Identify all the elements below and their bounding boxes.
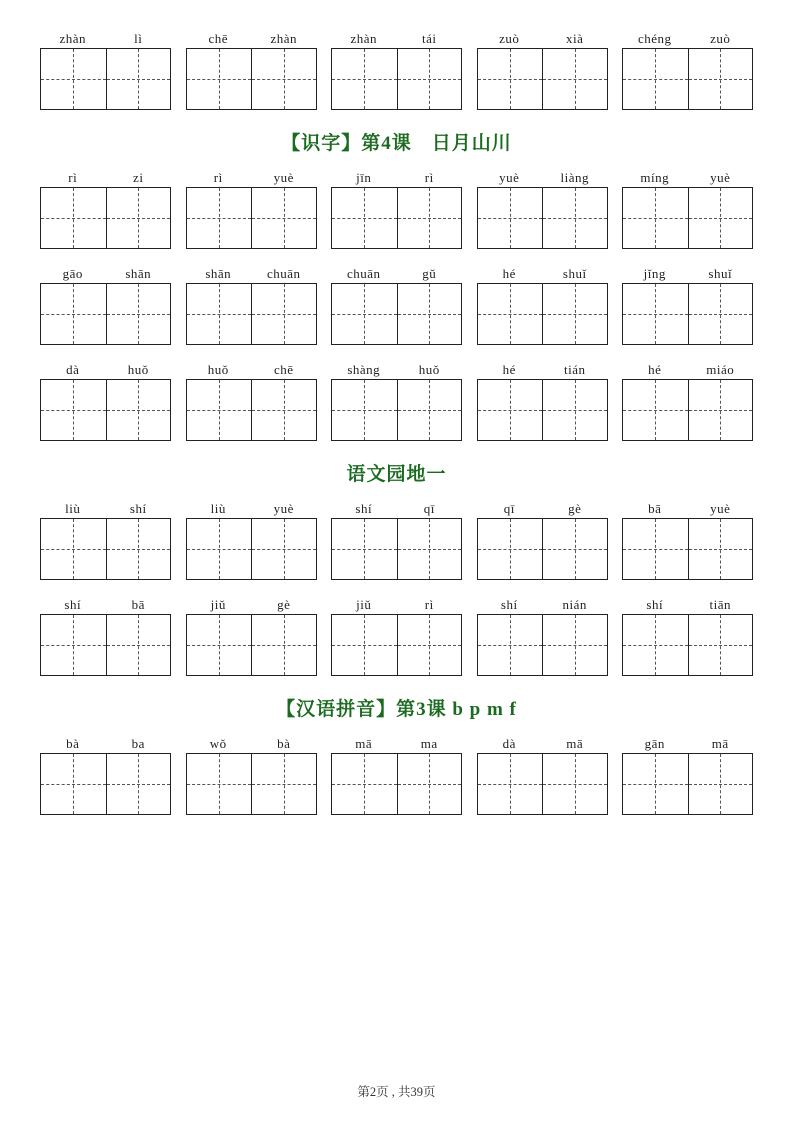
word-row: [40, 30, 753, 110]
pinyin-label: shí: [646, 597, 664, 612]
section-title-garden-1: 语文园地一: [346, 464, 447, 485]
pinyin-label: bā: [648, 501, 662, 516]
tianzige-pair[interactable]: [331, 48, 462, 110]
pinyin-line: [40, 265, 171, 283]
pinyin-line: [186, 500, 317, 518]
word-cell-group: [622, 596, 753, 676]
pinyin-label: yuè: [273, 501, 294, 516]
pinyin-label: bā: [131, 597, 145, 612]
tianzige-pair[interactable]: [622, 379, 753, 441]
word-cell-group: [331, 361, 462, 441]
pinyin-label: rì: [68, 170, 78, 185]
word-cell-group: [186, 735, 317, 815]
tianzige-box[interactable]: [542, 188, 607, 248]
tianzige-box[interactable]: [623, 615, 688, 675]
pinyin-label: gān: [644, 736, 665, 751]
pinyin-label: rì: [424, 170, 434, 185]
tianzige-pair[interactable]: [331, 283, 462, 345]
tianzige-pair[interactable]: [186, 614, 317, 676]
tianzige-box[interactable]: [41, 188, 106, 248]
tianzige-box[interactable]: [187, 519, 252, 579]
tianzige-pair[interactable]: [40, 48, 171, 110]
tianzige-box[interactable]: [106, 754, 171, 814]
pinyin-line: [331, 500, 462, 518]
pinyin-label: chē: [273, 362, 294, 377]
word-cell-group: [40, 169, 171, 249]
pinyin-line: [40, 361, 171, 379]
word-cell-group: [622, 30, 753, 110]
tianzige-pair[interactable]: [40, 187, 171, 249]
section-garden-1: [40, 500, 753, 676]
tianzige-box[interactable]: [478, 380, 543, 440]
pinyin-label: liù: [65, 501, 81, 516]
pinyin-label: bà: [66, 736, 80, 751]
pinyin-label: shí: [129, 501, 147, 516]
pinyin-label: mā: [355, 736, 373, 751]
pinyin-line: [331, 169, 462, 187]
pinyin-label: jiǔ: [356, 597, 372, 612]
pinyin-label: hé: [502, 266, 516, 281]
tianzige-pair[interactable]: [186, 518, 317, 580]
tianzige-pair[interactable]: [186, 187, 317, 249]
tianzige-box[interactable]: [688, 519, 753, 579]
word-cell-group: [622, 361, 753, 441]
tianzige-box[interactable]: [397, 754, 462, 814]
tianzige-box[interactable]: [187, 49, 252, 109]
pinyin-label: mā: [711, 736, 729, 751]
pinyin-label: yuè: [273, 170, 294, 185]
pinyin-label: qī: [423, 501, 435, 516]
pinyin-label: ba: [131, 736, 145, 751]
word-cell-group: [186, 500, 317, 580]
pinyin-line: [622, 361, 753, 379]
tianzige-pair[interactable]: [40, 379, 171, 441]
pinyin-line: [477, 30, 608, 48]
tianzige-pair[interactable]: [477, 753, 608, 815]
pinyin-label: lì: [134, 31, 143, 46]
tianzige-box[interactable]: [41, 519, 106, 579]
tianzige-pair[interactable]: [331, 614, 462, 676]
tianzige-pair[interactable]: [40, 518, 171, 580]
pinyin-label: shàng: [347, 362, 381, 377]
word-cell-group: [331, 735, 462, 815]
tianzige-box[interactable]: [251, 519, 316, 579]
pinyin-line: [186, 735, 317, 753]
pinyin-label: bà: [277, 736, 291, 751]
tianzige-box[interactable]: [251, 380, 316, 440]
tianzige-box[interactable]: [397, 519, 462, 579]
pinyin-label: nián: [562, 597, 587, 612]
pinyin-line: [186, 30, 317, 48]
tianzige-box[interactable]: [106, 615, 171, 675]
pinyin-label: qī: [503, 501, 515, 516]
tianzige-box[interactable]: [542, 519, 607, 579]
pinyin-label: gè: [277, 597, 291, 612]
tianzige-box[interactable]: [623, 754, 688, 814]
pinyin-label: jiǔ: [210, 597, 226, 612]
tianzige-box[interactable]: [251, 49, 316, 109]
tianzige-box[interactable]: [41, 615, 106, 675]
tianzige-box[interactable]: [251, 615, 316, 675]
tianzige-box[interactable]: [106, 380, 171, 440]
pinyin-label: huǒ: [207, 362, 229, 377]
tianzige-box[interactable]: [106, 49, 171, 109]
pinyin-line: [477, 361, 608, 379]
tianzige-box[interactable]: [332, 615, 397, 675]
tianzige-pair[interactable]: [40, 283, 171, 345]
tianzige-box[interactable]: [397, 284, 462, 344]
pinyin-line: [40, 596, 171, 614]
tianzige-box[interactable]: [688, 284, 753, 344]
pinyin-label: hé: [648, 362, 662, 377]
pinyin-line: [622, 169, 753, 187]
pinyin-label: chē: [208, 31, 229, 46]
tianzige-box[interactable]: [397, 380, 462, 440]
tianzige-box[interactable]: [332, 49, 397, 109]
tianzige-box[interactable]: [478, 49, 543, 109]
pinyin-label: shí: [500, 597, 518, 612]
pinyin-label: jīn: [356, 170, 372, 185]
pinyin-label: liàng: [560, 170, 589, 185]
word-row: [40, 361, 753, 441]
word-cell-group: [186, 30, 317, 110]
tianzige-box[interactable]: [187, 284, 252, 344]
tianzige-pair[interactable]: [331, 518, 462, 580]
pinyin-line: [622, 265, 753, 283]
pinyin-line: [186, 361, 317, 379]
tianzige-box[interactable]: [187, 615, 252, 675]
pinyin-label: liù: [210, 501, 226, 516]
tianzige-box[interactable]: [332, 380, 397, 440]
tianzige-box[interactable]: [688, 615, 753, 675]
word-row: [40, 735, 753, 815]
tianzige-box[interactable]: [542, 615, 607, 675]
pinyin-label: yuè: [710, 501, 731, 516]
pinyin-label: chuān: [346, 266, 381, 281]
pinyin-line: [40, 30, 171, 48]
pinyin-line: [331, 265, 462, 283]
pinyin-label: rì: [424, 597, 434, 612]
section-pinyin-lesson-3: [40, 735, 753, 815]
tianzige-box[interactable]: [187, 380, 252, 440]
word-cell-group: [186, 361, 317, 441]
pinyin-label: tián: [564, 362, 586, 377]
tianzige-pair[interactable]: [622, 753, 753, 815]
pinyin-line: [331, 30, 462, 48]
word-row: [40, 596, 753, 676]
pinyin-label: zuò: [710, 31, 731, 46]
pinyin-line: [186, 169, 317, 187]
pinyin-label: shān: [205, 266, 232, 281]
tianzige-pair[interactable]: [331, 379, 462, 441]
pinyin-label: gāo: [62, 266, 83, 281]
tianzige-box[interactable]: [41, 49, 106, 109]
pinyin-label: gǔ: [422, 266, 437, 281]
pinyin-label: yuè: [499, 170, 520, 185]
word-cell-group: [186, 169, 317, 249]
pinyin-line: [186, 265, 317, 283]
tianzige-box[interactable]: [397, 615, 462, 675]
tianzige-box[interactable]: [41, 284, 106, 344]
word-cell-group: [40, 735, 171, 815]
pinyin-label: shí: [355, 501, 373, 516]
pinyin-label: yuè: [710, 170, 731, 185]
pinyin-label: rì: [213, 170, 223, 185]
word-cell-group: [40, 500, 171, 580]
tianzige-box[interactable]: [187, 754, 252, 814]
tianzige-box[interactable]: [623, 519, 688, 579]
tianzige-box[interactable]: [106, 519, 171, 579]
tianzige-box[interactable]: [332, 754, 397, 814]
tianzige-box[interactable]: [623, 188, 688, 248]
pinyin-line: [622, 596, 753, 614]
word-cell-group: [477, 30, 608, 110]
tianzige-pair[interactable]: [40, 614, 171, 676]
tianzige-box[interactable]: [41, 754, 106, 814]
tianzige-box[interactable]: [688, 49, 753, 109]
tianzige-box[interactable]: [106, 188, 171, 248]
tianzige-pair[interactable]: [477, 614, 608, 676]
word-cell-group: [40, 30, 171, 110]
tianzige-box[interactable]: [397, 188, 462, 248]
word-row: [40, 265, 753, 345]
word-cell-group: [40, 596, 171, 676]
pinyin-label: zhàn: [59, 31, 87, 46]
tianzige-box[interactable]: [688, 380, 753, 440]
pinyin-line: [331, 361, 462, 379]
tianzige-pair[interactable]: [40, 753, 171, 815]
word-cell-group: [477, 735, 608, 815]
tianzige-pair[interactable]: [622, 614, 753, 676]
tianzige-pair[interactable]: [622, 48, 753, 110]
pinyin-label: dà: [502, 736, 516, 751]
word-cell-group: [331, 500, 462, 580]
pinyin-line: [622, 500, 753, 518]
tianzige-pair[interactable]: [477, 283, 608, 345]
tianzige-box[interactable]: [251, 754, 316, 814]
pinyin-line: [331, 735, 462, 753]
tianzige-box[interactable]: [688, 188, 753, 248]
pinyin-line: [477, 596, 608, 614]
word-cell-group: [622, 500, 753, 580]
tianzige-box[interactable]: [106, 284, 171, 344]
tianzige-pair[interactable]: [186, 48, 317, 110]
pinyin-label: chéng: [637, 31, 672, 46]
pinyin-label: jǐng: [643, 266, 666, 281]
word-cell-group: [477, 169, 608, 249]
tianzige-box[interactable]: [542, 49, 607, 109]
tianzige-box[interactable]: [688, 754, 753, 814]
pinyin-label: tái: [422, 31, 437, 46]
pinyin-label: huǒ: [127, 362, 149, 377]
pinyin-line: [477, 735, 608, 753]
tianzige-box[interactable]: [542, 754, 607, 814]
pinyin-label: xià: [566, 31, 584, 46]
tianzige-box[interactable]: [623, 380, 688, 440]
tianzige-box[interactable]: [478, 754, 543, 814]
tianzige-pair[interactable]: [477, 187, 608, 249]
tianzige-box[interactable]: [187, 188, 252, 248]
tianzige-box[interactable]: [623, 284, 688, 344]
tianzige-box[interactable]: [41, 380, 106, 440]
tianzige-box[interactable]: [332, 188, 397, 248]
pinyin-label: hé: [502, 362, 516, 377]
pinyin-label: miáo: [706, 362, 735, 377]
worksheet-content: [40, 30, 753, 815]
pinyin-label: huǒ: [418, 362, 440, 377]
word-cell-group: [186, 596, 317, 676]
word-cell-group: [331, 265, 462, 345]
section-top-rows: [40, 30, 753, 110]
pinyin-label: shuǐ: [708, 266, 733, 281]
pinyin-label: tiān: [709, 597, 731, 612]
pinyin-line: [477, 169, 608, 187]
section-title-lesson-4: 【识字】第4课 日月山川: [281, 133, 512, 154]
tianzige-pair[interactable]: [331, 187, 462, 249]
tianzige-pair[interactable]: [477, 379, 608, 441]
pinyin-line: [477, 265, 608, 283]
word-cell-group: [622, 265, 753, 345]
tianzige-box[interactable]: [397, 49, 462, 109]
pinyin-label: shuǐ: [562, 266, 587, 281]
tianzige-box[interactable]: [332, 519, 397, 579]
pinyin-label: zhàn: [270, 31, 298, 46]
word-cell-group: [186, 265, 317, 345]
tianzige-box[interactable]: [478, 519, 543, 579]
pinyin-line: [622, 30, 753, 48]
pinyin-label: dà: [66, 362, 80, 377]
word-cell-group: [477, 265, 608, 345]
tianzige-pair[interactable]: [622, 187, 753, 249]
tianzige-box[interactable]: [251, 188, 316, 248]
pinyin-label: zi: [133, 170, 144, 185]
tianzige-box[interactable]: [478, 615, 543, 675]
word-row: [40, 500, 753, 580]
tianzige-pair[interactable]: [331, 753, 462, 815]
tianzige-pair[interactable]: [622, 518, 753, 580]
pinyin-line: [186, 596, 317, 614]
pinyin-line: [40, 735, 171, 753]
pinyin-line: [40, 500, 171, 518]
tianzige-box[interactable]: [623, 49, 688, 109]
word-cell-group: [331, 169, 462, 249]
pinyin-label: chuān: [266, 266, 301, 281]
pinyin-label: zhàn: [350, 31, 378, 46]
word-cell-group: [477, 361, 608, 441]
pinyin-label: shí: [64, 597, 82, 612]
tianzige-box[interactable]: [478, 284, 543, 344]
pinyin-line: [622, 735, 753, 753]
tianzige-pair[interactable]: [622, 283, 753, 345]
pinyin-label: míng: [640, 170, 670, 185]
pinyin-line: [40, 169, 171, 187]
pinyin-label: gè: [568, 501, 582, 516]
word-cell-group: [331, 596, 462, 676]
tianzige-pair[interactable]: [186, 283, 317, 345]
section-title-pinyin-lesson-3: 【汉语拼音】第3课 b p m f: [276, 699, 517, 720]
tianzige-box[interactable]: [542, 380, 607, 440]
tianzige-box[interactable]: [478, 188, 543, 248]
pinyin-line: [331, 596, 462, 614]
pinyin-label: ma: [420, 736, 438, 751]
tianzige-box[interactable]: [251, 284, 316, 344]
word-cell-group: [40, 265, 171, 345]
tianzige-box[interactable]: [542, 284, 607, 344]
word-cell-group: [477, 500, 608, 580]
word-cell-group: [40, 361, 171, 441]
word-cell-group: [622, 735, 753, 815]
tianzige-pair[interactable]: [186, 379, 317, 441]
pinyin-label: mā: [566, 736, 584, 751]
word-cell-group: [622, 169, 753, 249]
pinyin-label: wǒ: [209, 736, 227, 751]
section-lesson-4: [40, 169, 753, 441]
tianzige-box[interactable]: [332, 284, 397, 344]
tianzige-pair[interactable]: [186, 753, 317, 815]
pinyin-line: [477, 500, 608, 518]
page-footer: 第2页 , 共39页: [357, 1085, 436, 1099]
pinyin-label: shān: [125, 266, 152, 281]
pinyin-label: zuò: [499, 31, 520, 46]
tianzige-pair[interactable]: [477, 48, 608, 110]
tianzige-pair[interactable]: [477, 518, 608, 580]
word-row: [40, 169, 753, 249]
word-cell-group: [477, 596, 608, 676]
word-cell-group: [331, 30, 462, 110]
